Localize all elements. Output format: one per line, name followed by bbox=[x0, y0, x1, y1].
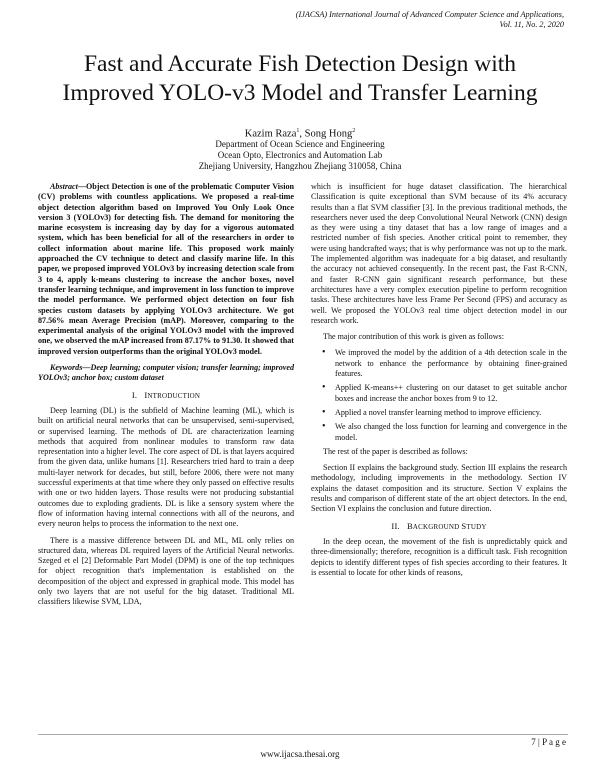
section-rest-2: TUDY bbox=[466, 522, 487, 531]
left-column bbox=[38, 182, 294, 614]
contribution-intro: The major contribution of this work is given as follows: bbox=[323, 332, 504, 342]
author-2: Song Hong bbox=[304, 128, 353, 140]
section-number: I. bbox=[131, 389, 138, 400]
abstract-lead: Abstract bbox=[50, 182, 78, 191]
author-1-sup: 1 bbox=[296, 128, 300, 134]
paper-title: Fast and Accurate Fish Detection Design with Improved YOLO-v3 Model and Transfer Learning bbox=[62, 51, 538, 106]
abstract bbox=[38, 182, 294, 357]
affiliation bbox=[0, 139, 600, 173]
journal-header bbox=[234, 10, 564, 30]
right-column bbox=[311, 182, 567, 584]
intro-paragraph-2: There is a massive difference between DL and ML, ML only relies on structured data, whereas DL required layers of the Artificial Neural networks. Szeged et el [2] Deformable Part Model (DPM) is one of the top techniques for object recognition that's implementation is established on the decomposition of the object and expressed in graphical mode. This model has only two layers that are not useful for the big dataset. Traditional ML classifiers likewise SVM, LDA, bbox=[38, 535, 294, 607]
list-item: • We also changed the loss function for learning and convergence in the model. bbox=[335, 422, 567, 443]
list-item: • We improved the model by the addition of a 4th detection scale in the network to enhance the performance by obtaining finer-grained features. bbox=[335, 348, 567, 379]
affiliation-dept: Department of Ocean Science and Engineering bbox=[215, 139, 385, 149]
section-number: II. bbox=[391, 520, 400, 531]
paper-outline: Section II explains the background study. Section III explains the research methodology, including improvements in the methodology. Section IV explains the dataset composition and its structure. Section V explains the results and comparison of different state of the art object detectors. In the end, Section VI explains the conclusion and future direction. bbox=[311, 463, 567, 514]
page-number: 7 | P a g e bbox=[531, 737, 566, 747]
section-heading-background bbox=[311, 521, 567, 532]
list-item: • Applied K-means++ clustering on our dataset to get suitable anchor boxes and increase the anchor boxes from 9 to 12. bbox=[335, 383, 567, 404]
footer-divider bbox=[38, 734, 568, 735]
background-paragraph-1: In the deep ocean, the movement of the fish is unpredictably quick and three-dimensionally; therefore, recognition is a difficult task. Fish recognition depicts to identify different types of fish species according to their features. It is essential to locate for other kinds of reasons, bbox=[311, 536, 567, 577]
footer-url[interactable]: www.ijacsa.thesai.org bbox=[260, 749, 340, 759]
rest-of-paper-intro: The rest of the paper is described as follows: bbox=[323, 446, 468, 456]
author-separator: , bbox=[299, 128, 305, 140]
intro-paragraph-1: Deep learning (DL) is the subfield of Machine learning (ML), which is built on artificial neural networks that can be unsupervised, semi-supervised, or supervised learning. The methods of DL are characterization learning methods that acquired from nonlinear modules to transform raw data representation into a higher level. The core aspect of DL is that layers acquired from the given data, unlike humans [1]. Researchers tried hard to train a deep multi-layer network for decades, but still, before 2006, there were not many successful experiments at that time where they only passed on effective results with one or two hidden layers. Those results were not producing substantial outcomes due to exploding gradients. DL is like a sensory system where the flow of information having internal connections with all of the neurons, and every neuron helps to process the information to the next one. bbox=[38, 405, 294, 529]
section-initial: I bbox=[144, 389, 148, 400]
section-initial: B bbox=[406, 520, 413, 531]
section-rest: NTRODUCTION bbox=[147, 391, 201, 400]
author-1: Kazim Raza bbox=[244, 128, 297, 140]
section-heading-introduction bbox=[38, 390, 294, 401]
affiliation-lab: Ocean Opto, Electronics and Automation Lab bbox=[217, 150, 383, 161]
journal-name: (IJACSA) International Journal of Advanced Computer Science and Applications, bbox=[295, 10, 564, 19]
contribution-list bbox=[311, 348, 567, 442]
right-paragraph-1: which is insufficient for huge dataset classification. The hierarchical Classification is quite exceptional than SVM because of its 4% accuracy results than a flat SVM classifier [3]. In the previous traditional methods, the researchers never used the deep Convolutional Neural Network (CNN) design as they were using a tiny dataset that has a low range of images and a restricted number of fish species. Another critical point to remember, they were using handcrafted ways; that is why performance was not up to the mark. The implemented algorithm was inadequate for a big dataset, and resultantly the accuracy not achieved consequently. In the recent past, the Fast R-CNN, and faster R-CNN gain significant research performance, but these architectures have a very complex execution pipeline to perform recognition tasks. These architectures have less Frame Per Second (FPS) and accuracy as well. We proposed the YOLOv3 real time object detection model in our research work. bbox=[311, 182, 567, 325]
author-2-sup: 2 bbox=[352, 128, 356, 134]
affiliation-univ: Zhejiang University, Hangzhou Zhejiang 310058, China bbox=[198, 161, 402, 172]
list-item: • Applied a novel transfer learning method to improve efficiency. bbox=[335, 408, 567, 418]
keywords: Keywords—Deep learning; computer vision; transfer learning; improved YOLOv3; anchor box; custom dataset bbox=[38, 363, 294, 383]
abstract-text: —Object Detection is one of the problematic Computer Vision (CV) problems with countless applications. We proposed a real-time object detection algorithm based on Improved You Only Look Once version 3 (YOLOv3) for detecting fish. The demand for monitoring the marine ecosystem is increasing day by day for a vigorous automated system, which has been beneficial for all of the researchers in order to collect information about marine life. This proposed work mainly approached the CV technique to detect and classify marine life. In this paper, we proposed improved YOLOv3 by increasing detection scale from 3 to 4, apply k-means clustering to increase the anchor boxes, novel transfer learning technique, and improvement in loss function to improve the model performance. We performed object detection on four fish species custom datasets by applying YOLOv3 architecture. We got 87.56% mean Average Precision (mAP). Moreover, comparing to the experimental analysis of the original YOLOv3 model with the improved one, we observed the mAP increased from 87.17% to 91.30. It showed that improved version outperforms than the original YOLOv3 model. bbox=[38, 182, 294, 356]
journal-volume: Vol. 11, No. 2, 2020 bbox=[499, 20, 564, 29]
section-initial-2: S bbox=[461, 520, 467, 531]
section-rest: ACKGROUND bbox=[412, 522, 462, 531]
